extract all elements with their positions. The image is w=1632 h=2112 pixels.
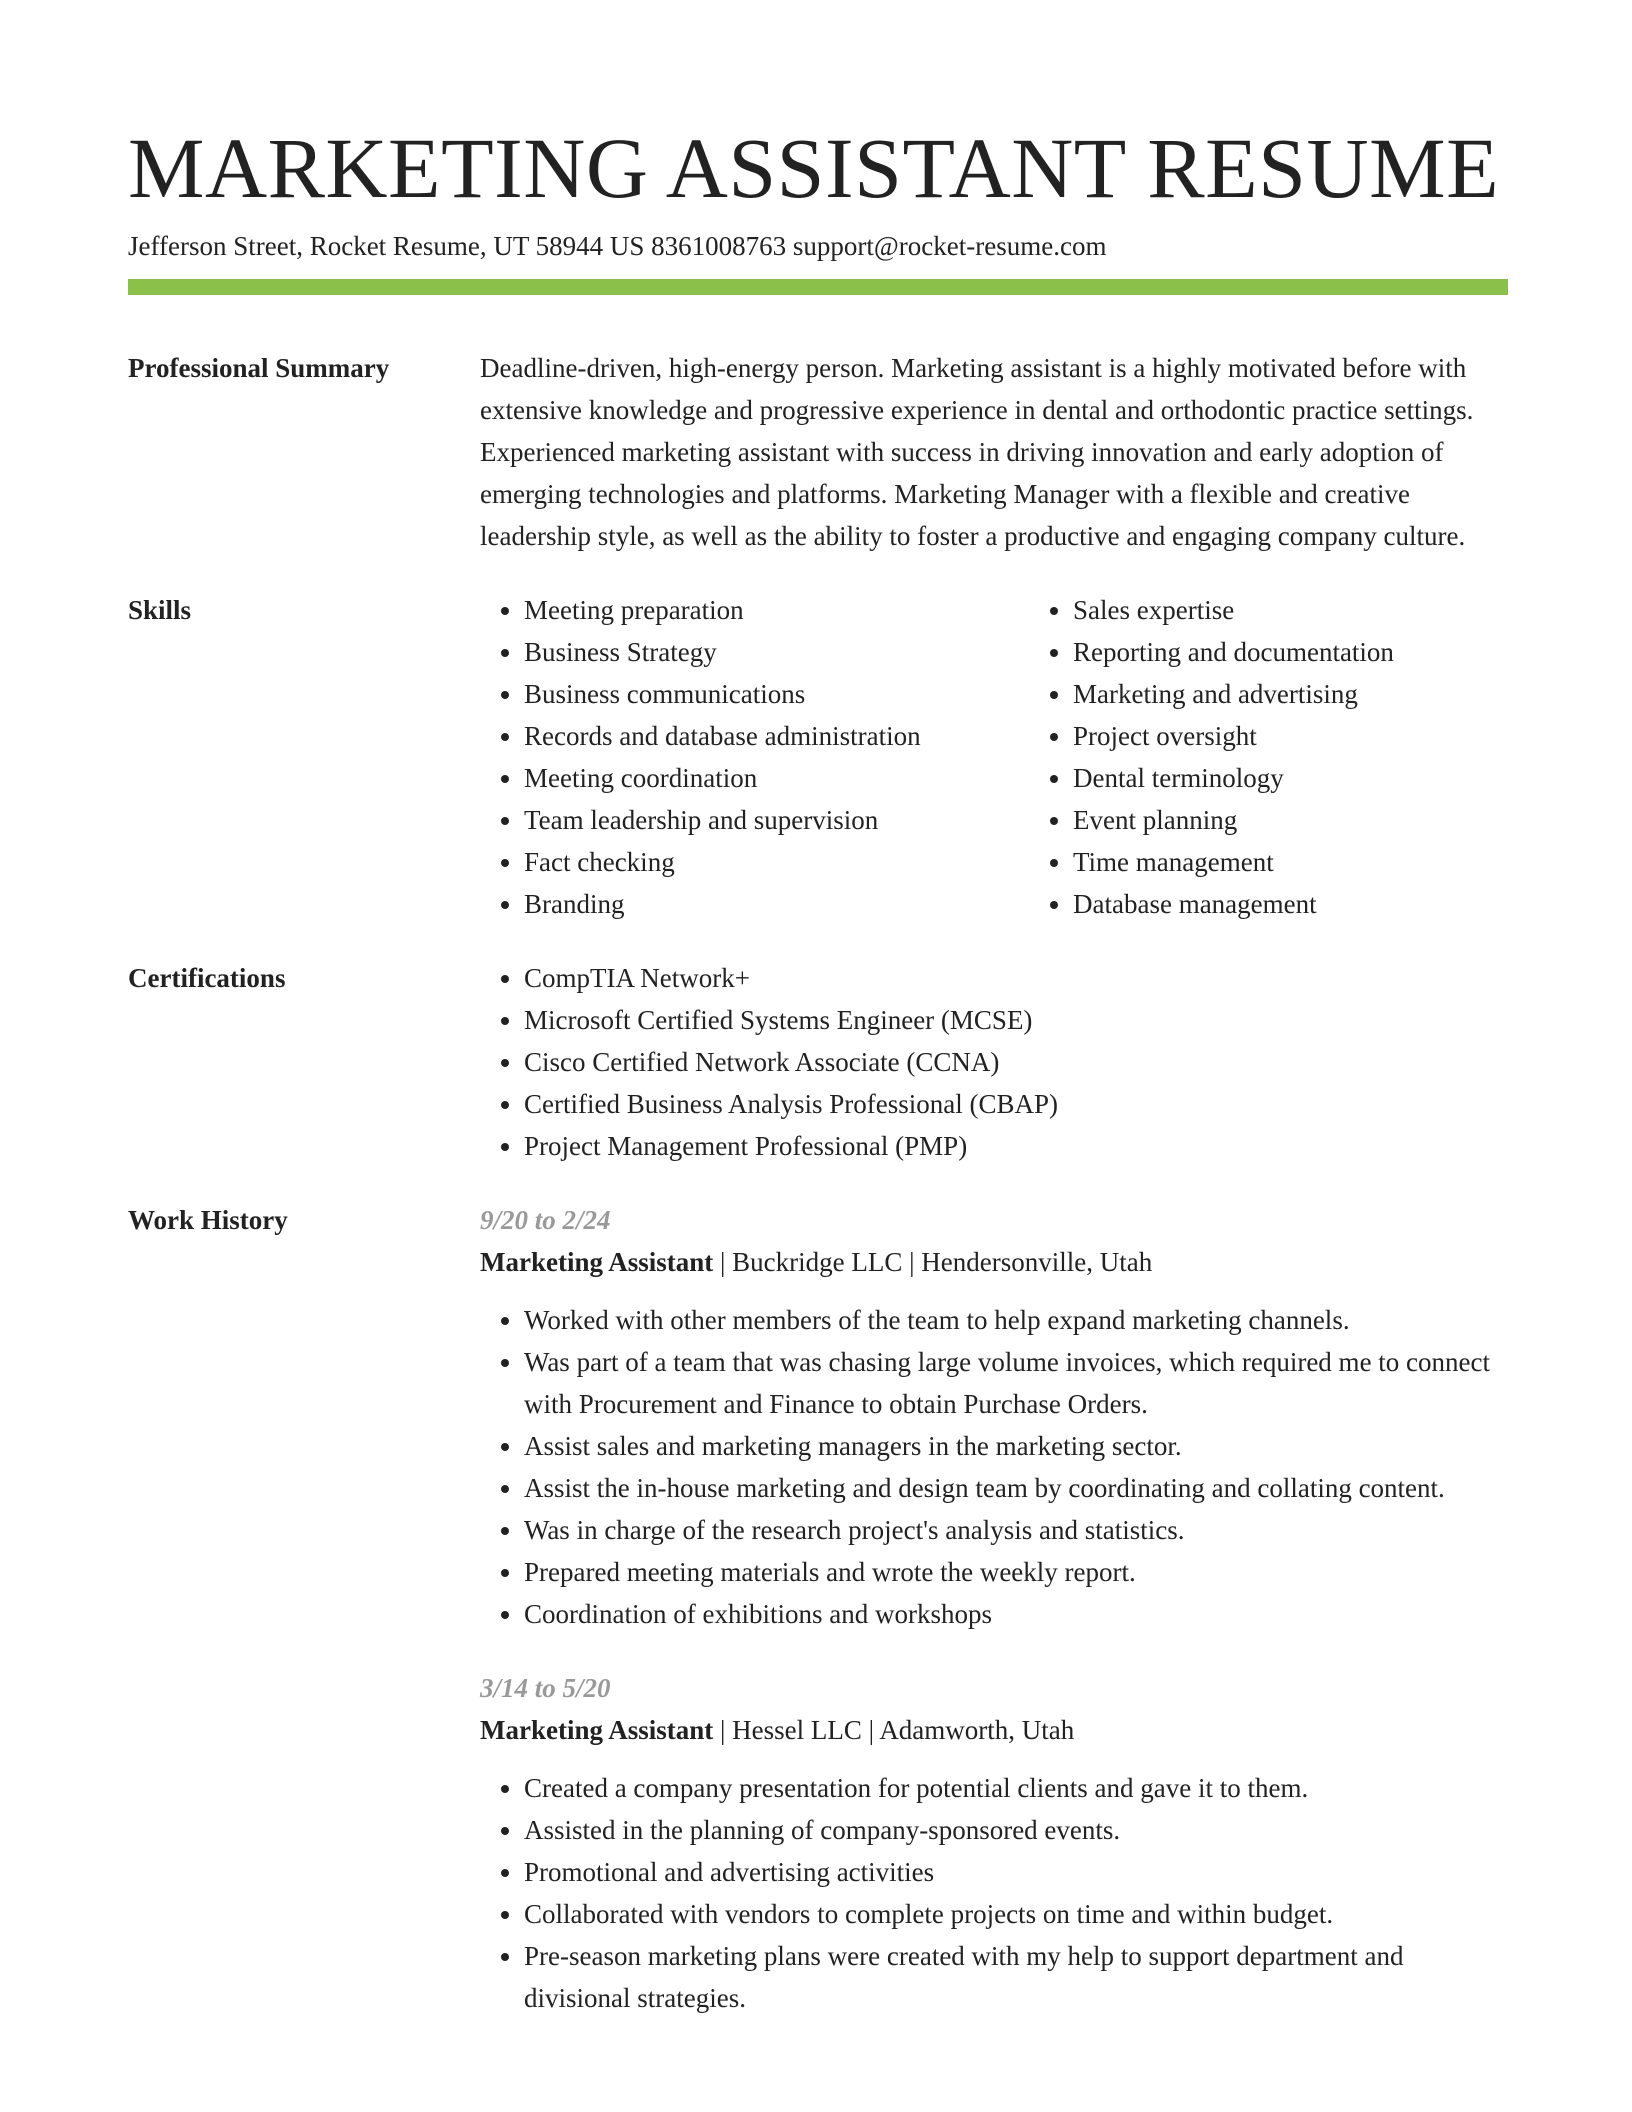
skills-list-right	[1029, 589, 1508, 925]
job-title: Marketing Assistant	[480, 1715, 714, 1745]
certification-item: • Microsoft Certified Systems Engineer (MCSE)	[524, 999, 1508, 1041]
skill-item: • Dental terminology	[1073, 757, 1508, 799]
skill-item: • Records and database administration	[524, 715, 1029, 757]
skill-item: • Event planning	[1073, 799, 1508, 841]
accent-divider	[128, 279, 1508, 295]
skill-item: • Marketing and advertising	[1073, 673, 1508, 715]
certification-item: • Project Management Professional (PMP)	[524, 1125, 1508, 1167]
section-label-certifications: Certifications	[128, 963, 286, 993]
certification-item: • CompTIA Network+	[524, 957, 1508, 999]
job-bullets	[480, 1299, 1508, 1635]
job-employer-location: | Buckridge LLC | Hendersonville, Utah	[713, 1247, 1153, 1277]
skill-item: • Reporting and documentation	[1073, 631, 1508, 673]
summary-text: Deadline-driven, high-energy person. Marketing assistant is a highly motivated before with extensive knowledge and progressive experience in dental and orthodontic practice settings. Experienced marketing assistant with success in driving innovation and early adoption of emerging technologies and platforms. Marketing Manager with a flexible and creative leadership style, as well as the ability to foster a productive and engaging company culture.	[480, 353, 1474, 551]
skill-item: • Fact checking	[524, 841, 1029, 883]
skill-item: • Time management	[1073, 841, 1508, 883]
section-label-summary: Professional Summary	[128, 353, 390, 383]
job-entry	[480, 1199, 1508, 1635]
job-bullet: • Coordination of exhibitions and workshops	[524, 1593, 1508, 1635]
certifications-list	[480, 957, 1508, 1167]
skill-item: • Meeting preparation	[524, 589, 1029, 631]
work-history-section	[128, 1199, 1508, 2051]
summary-section	[128, 347, 1508, 557]
job-bullet: • Assist the in-house marketing and design team by coordinating and collating content.	[524, 1467, 1508, 1509]
job-heading	[480, 1241, 1508, 1283]
job-heading	[480, 1709, 1508, 1751]
skill-item: • Team leadership and supervision	[524, 799, 1029, 841]
job-bullet: • Assisted in the planning of company-sponsored events.	[524, 1809, 1508, 1851]
job-title: Marketing Assistant	[480, 1247, 714, 1277]
skill-item: • Business Strategy	[524, 631, 1029, 673]
job-bullet: • Assist sales and marketing managers in the marketing sector.	[524, 1425, 1508, 1467]
skills-section	[128, 589, 1508, 925]
skill-item: • Business communications	[524, 673, 1029, 715]
certification-item: • Certified Business Analysis Professional (CBAP)	[524, 1083, 1508, 1125]
certifications-section	[128, 957, 1508, 1167]
resume-title: MARKETING ASSISTANT RESUME	[128, 120, 1500, 216]
skill-item: • Sales expertise	[1073, 589, 1508, 631]
skills-list-left	[480, 589, 1029, 925]
job-employer-location: | Hessel LLC | Adamworth, Utah	[713, 1715, 1075, 1745]
certification-item: • Cisco Certified Network Associate (CCNA)	[524, 1041, 1508, 1083]
job-bullet: • Prepared meeting materials and wrote the weekly report.	[524, 1551, 1508, 1593]
job-dates: 9/20 to 2/24	[480, 1205, 611, 1235]
job-bullet: • Created a company presentation for potential clients and gave it to them.	[524, 1767, 1508, 1809]
resume-page	[128, 118, 1508, 2083]
job-entry	[480, 1667, 1508, 2019]
job-bullet: • Pre-season marketing plans were created with my help to support department and divisional strategies.	[524, 1935, 1508, 2019]
job-bullet: • Was in charge of the research project's analysis and statistics.	[524, 1509, 1508, 1551]
job-bullet: • Was part of a team that was chasing large volume invoices, which required me to connect with Procurement and Finance to obtain Purchase Orders.	[524, 1341, 1508, 1425]
job-bullet: • Promotional and advertising activities	[524, 1851, 1508, 1893]
skill-item: • Project oversight	[1073, 715, 1508, 757]
job-bullet: • Collaborated with vendors to complete projects on time and within budget.	[524, 1893, 1508, 1935]
job-bullet: • Worked with other members of the team to help expand marketing channels.	[524, 1299, 1508, 1341]
contact-line: Jefferson Street, Rocket Resume, UT 58944 US 8361008763 support@rocket-resume.com	[128, 231, 1107, 261]
section-label-work-history: Work History	[128, 1205, 288, 1235]
job-bullets	[480, 1767, 1508, 2019]
skill-item: • Database management	[1073, 883, 1508, 925]
skill-item: • Meeting coordination	[524, 757, 1029, 799]
skill-item: • Branding	[524, 883, 1029, 925]
section-label-skills: Skills	[128, 595, 192, 625]
job-dates: 3/14 to 5/20	[480, 1673, 611, 1703]
